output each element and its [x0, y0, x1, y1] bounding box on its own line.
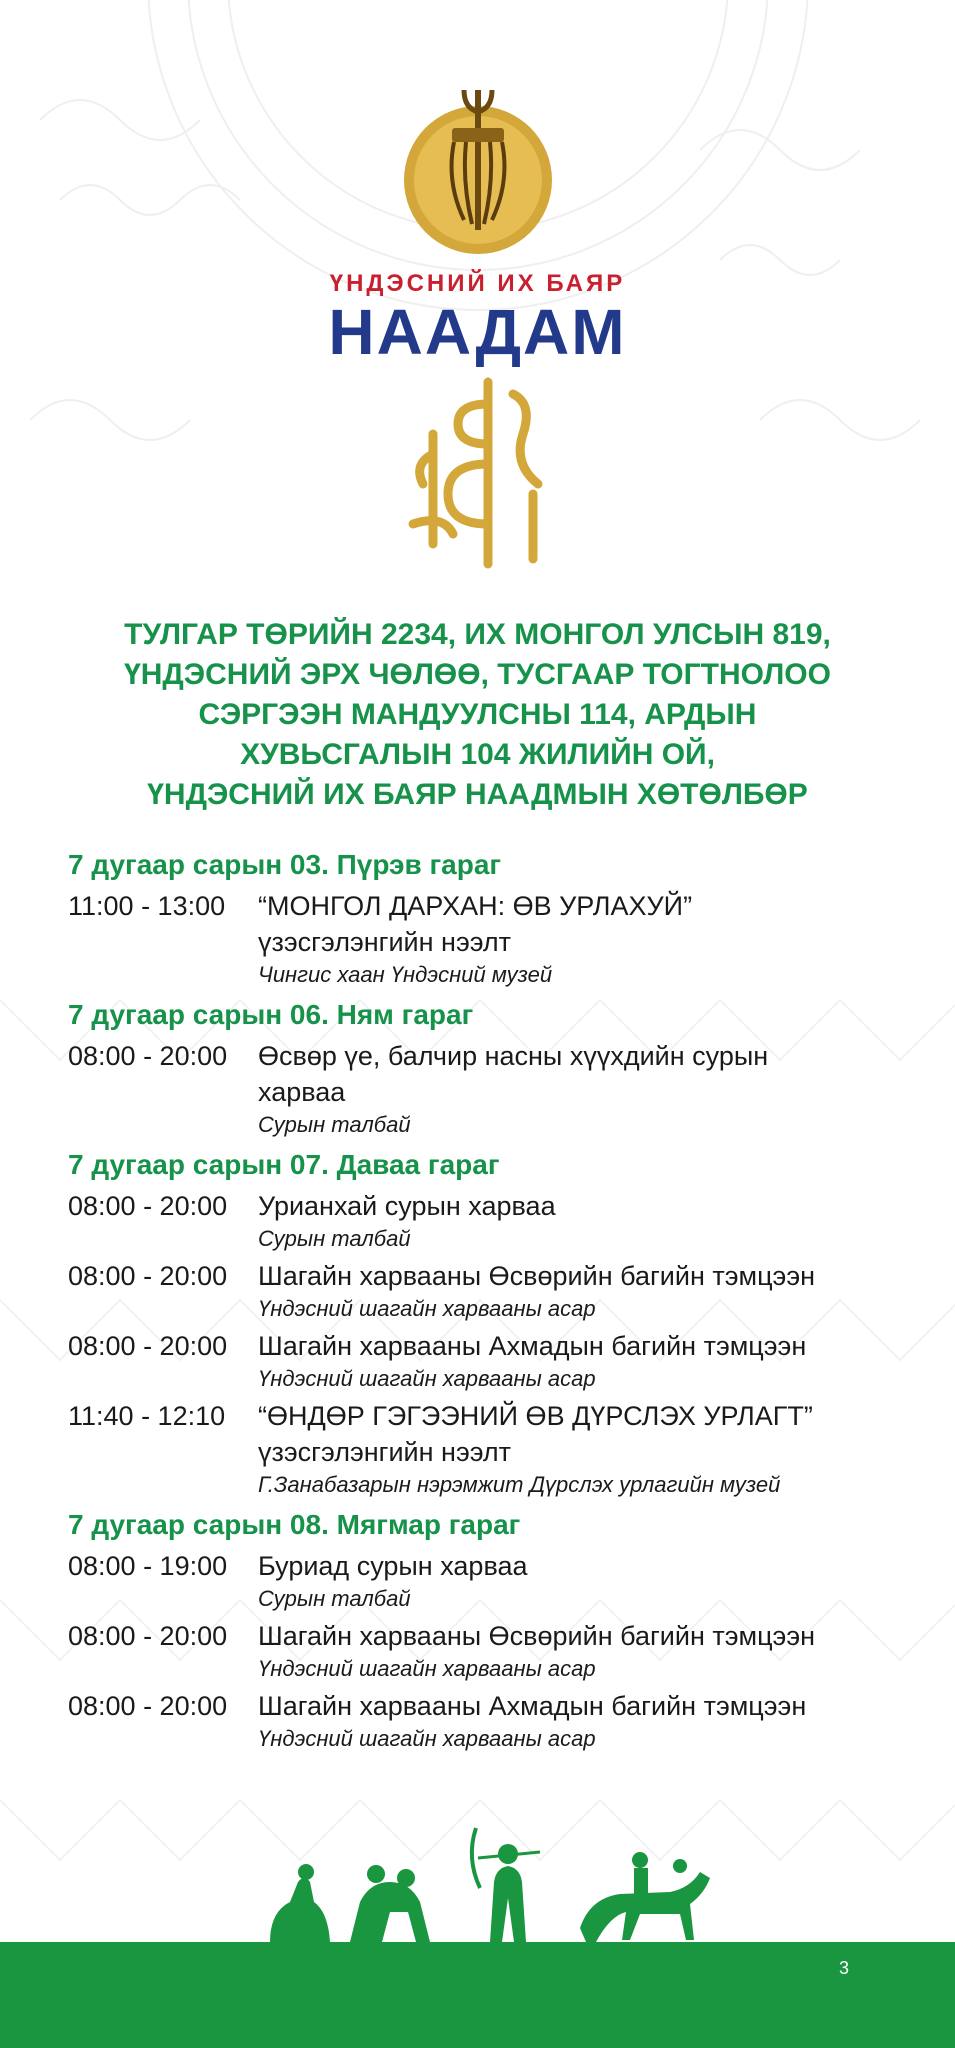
schedule-event	[68, 1688, 928, 1754]
schedule-day	[68, 1506, 928, 1754]
event-location: Сурын талбай	[258, 1112, 411, 1137]
event-time: 08:00 - 20:00	[68, 1331, 228, 1361]
schedule-event	[68, 888, 928, 990]
schedule-event	[68, 1188, 928, 1254]
footer-bar	[0, 1942, 955, 2048]
schedule-event	[68, 1258, 928, 1324]
schedule-day	[68, 1146, 928, 1500]
schedule-day	[68, 846, 928, 990]
event-location: Сурын талбай	[258, 1226, 411, 1251]
event-title: “МОНГОЛ ДАРХАН: ӨВ УРЛАХУЙ”	[258, 891, 693, 921]
event-location: Үндэсний шагайн харвааны асар	[258, 1296, 596, 1321]
schedule	[68, 840, 928, 1760]
event-location: Сурын талбай	[258, 1586, 411, 1611]
naadam-sports-silhouettes-icon	[250, 1808, 730, 1944]
event-location: Үндэсний шагайн харвааны асар	[258, 1726, 596, 1751]
event-title: Шагайн харвааны Ахмадын багийн тэмцээн	[258, 1331, 807, 1361]
heading-line: ҮНДЭСНИЙ ИХ БАЯР НААДМЫН ХӨТӨЛБӨР	[147, 778, 808, 811]
event-title: Буриад сурын харваа	[258, 1551, 528, 1581]
schedule-day	[68, 996, 928, 1140]
event-time: 11:00 - 13:00	[68, 891, 226, 921]
heading-line: СЭРГЭЭН МАНДУУЛСНЫ 114, АРДЫН	[198, 698, 757, 731]
event-title: Шагайн харвааны Ахмадын багийн тэмцээн	[258, 1691, 807, 1721]
mongolian-script-logo-icon	[393, 374, 563, 574]
event-time: 08:00 - 20:00	[68, 1691, 228, 1721]
event-title: Шагайн харвааны Өсвөрийн багийн тэмцээн	[258, 1261, 816, 1291]
event-location: Чингис хаан Үндэсний музей	[258, 962, 553, 987]
event-time: 08:00 - 20:00	[68, 1041, 228, 1071]
event-time: 08:00 - 20:00	[68, 1621, 228, 1651]
heading-line: ТУЛГАР ТӨРИЙН 2234, ИХ МОНГОЛ УЛСЫН 819,	[124, 618, 831, 651]
event-location: Үндэсний шагайн харвааны асар	[258, 1366, 596, 1391]
schedule-event	[68, 1618, 928, 1684]
brand-title: НААДАМ	[328, 296, 627, 368]
sulde-emblem-icon	[398, 80, 558, 260]
event-title: Шагайн харвааны Өсвөрийн багийн тэмцээн	[258, 1621, 816, 1651]
event-title-cont: үзэсгэлэнгийн нээлт	[258, 927, 512, 957]
event-time: 11:40 - 12:10	[68, 1401, 226, 1431]
day-title: 7 дугаар сарын 06. Ням гараг	[68, 999, 474, 1030]
schedule-event	[68, 1398, 928, 1500]
heading-line: ҮНДЭСНИЙ ЭРХ ЧӨЛӨӨ, ТУСГААР ТОГТНОЛОО	[124, 658, 831, 691]
brand-subtitle: ҮНДЭСНИЙ ИХ БАЯР	[329, 270, 626, 297]
event-title-cont: харваа	[258, 1077, 346, 1107]
program-heading	[40, 615, 915, 815]
event-title: Урианхай сурын харваа	[258, 1191, 556, 1221]
day-title: 7 дугаар сарын 03. Пүрэв гараг	[68, 849, 502, 880]
event-title: “ӨНДӨР ГЭГЭЭНИЙ ӨВ ДҮРСЛЭХ УРЛАГТ”	[258, 1401, 813, 1431]
event-time: 08:00 - 20:00	[68, 1191, 228, 1221]
heading-line: ХУВЬСГАЛЫН 104 ЖИЛИЙН ОЙ,	[240, 738, 715, 771]
event-time: 08:00 - 20:00	[68, 1261, 228, 1291]
event-time: 08:00 - 19:00	[68, 1551, 228, 1581]
event-title: Өсвөр үе, балчир насны хүүхдийн сурын	[258, 1041, 769, 1071]
event-location: Үндэсний шагайн харвааны асар	[258, 1656, 596, 1681]
schedule-event	[68, 1328, 928, 1394]
event-location: Г.Занабазарын нэрэмжит Дүрслэх урлагийн музей	[258, 1472, 781, 1497]
day-title: 7 дугаар сарын 08. Мягмар гараг	[68, 1509, 521, 1540]
event-title-cont: үзэсгэлэнгийн нээлт	[258, 1437, 512, 1467]
schedule-event	[68, 1038, 928, 1140]
schedule-event	[68, 1548, 928, 1614]
logo-block	[0, 80, 955, 574]
page-number: 3	[838, 1958, 849, 1978]
day-title: 7 дугаар сарын 07. Даваа гараг	[68, 1149, 500, 1180]
